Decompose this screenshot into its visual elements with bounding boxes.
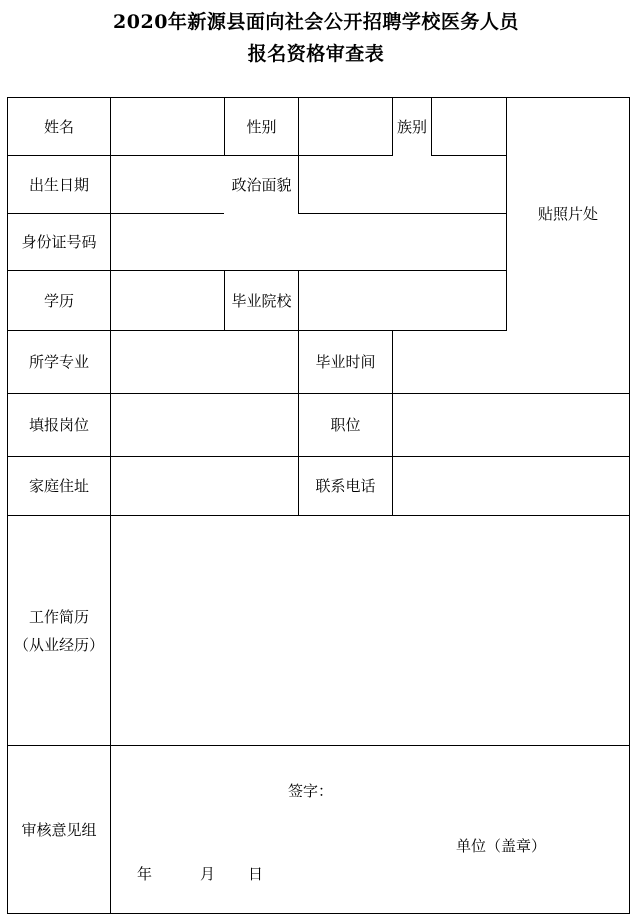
home-address-field[interactable]: [111, 457, 298, 515]
job-title-field[interactable]: [393, 394, 629, 456]
month-label: 月: [200, 865, 216, 883]
seal-label: 单位（盖章）: [456, 837, 547, 855]
graduation-time-field[interactable]: [393, 331, 629, 393]
work-history-label: [8, 516, 110, 745]
major-field[interactable]: [111, 331, 298, 393]
graduation-time-label: 毕业时间: [315, 353, 376, 371]
gender-field[interactable]: [299, 98, 392, 155]
education-label: 学历: [43, 291, 74, 310]
graduate-school-field[interactable]: [299, 271, 506, 330]
applied-position-field[interactable]: [111, 394, 298, 456]
applied-position-label: 填报岗位: [28, 416, 89, 434]
signature-label: 签字：: [288, 782, 334, 800]
ethnicity-field[interactable]: [432, 98, 506, 155]
phone-field[interactable]: [393, 457, 629, 515]
year-label: 年: [137, 865, 153, 883]
job-title-label: 职位: [330, 416, 361, 434]
birth-date-field[interactable]: [111, 156, 224, 213]
form-title-line-1: 2020年新源县面向社会公开招聘学校医务人员: [113, 11, 519, 33]
photo-placeholder: 贴照片处: [537, 205, 598, 223]
political-status-label: 政治面貌: [231, 175, 292, 194]
work-history-field[interactable]: [111, 516, 629, 745]
political-status-field[interactable]: [299, 156, 506, 213]
graduate-school-label: 毕业院校: [231, 291, 292, 310]
name-label: 姓名: [43, 117, 74, 136]
review-group-label: 审核意见组: [21, 820, 97, 839]
day-label: 日: [248, 865, 264, 883]
id-number-label: 身份证号码: [21, 233, 97, 251]
work-history-label-line-1: 工作简历: [28, 607, 89, 626]
form-title-line-2: 报名资格审查表: [247, 43, 385, 65]
review-opinion-field[interactable]: [111, 746, 629, 913]
major-label: 所学专业: [28, 353, 89, 371]
table-border-bottom: [7, 913, 630, 914]
work-history-label-line-2: （从业经历）: [13, 635, 104, 654]
birth-date-label: 出生日期: [28, 175, 89, 194]
name-field[interactable]: [111, 98, 224, 155]
table-border-right: [629, 97, 630, 914]
gender-label: 性别: [246, 117, 277, 136]
ethnicity-label: 族别: [396, 117, 427, 136]
id-number-field[interactable]: [111, 214, 506, 270]
education-field[interactable]: [111, 271, 224, 330]
home-address-label: 家庭住址: [28, 477, 89, 495]
phone-label: 联系电话: [315, 477, 376, 495]
